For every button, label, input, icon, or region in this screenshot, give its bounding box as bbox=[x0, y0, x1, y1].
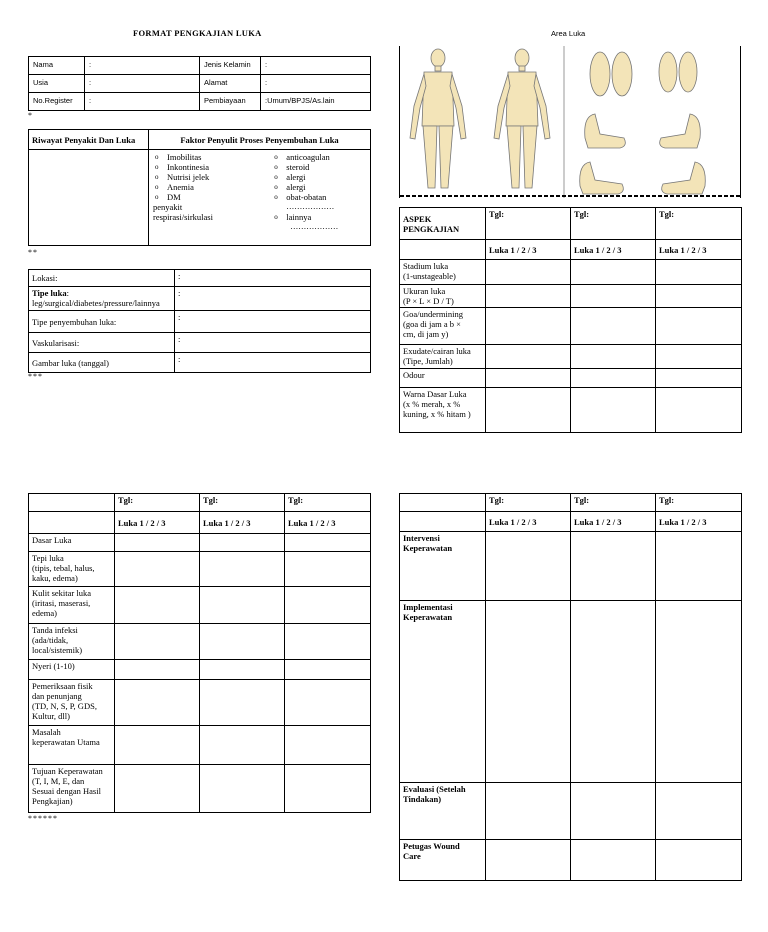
factors-header: Faktor Penyulit Proses Penyembuhan Luka bbox=[149, 130, 371, 150]
factor-item[interactable]: o alergi bbox=[286, 182, 370, 192]
cell[interactable] bbox=[486, 369, 571, 388]
cell[interactable] bbox=[486, 345, 571, 369]
date-col-1[interactable]: Tgl: bbox=[486, 208, 571, 240]
vascular-field[interactable]: : bbox=[175, 333, 371, 353]
row-label: Implementasi Keperawatan bbox=[400, 601, 486, 783]
cell[interactable] bbox=[571, 345, 656, 369]
cell[interactable] bbox=[571, 388, 656, 433]
cell[interactable] bbox=[285, 680, 371, 726]
cell[interactable] bbox=[200, 552, 285, 587]
cell[interactable] bbox=[200, 534, 285, 552]
cell[interactable] bbox=[200, 680, 285, 726]
intervention-table bbox=[399, 493, 742, 881]
identity-table bbox=[28, 56, 371, 111]
address-field[interactable]: : bbox=[261, 75, 371, 93]
date-col-2[interactable]: Tgl: bbox=[200, 494, 285, 512]
vascular-label: Vaskularisasi: bbox=[29, 333, 175, 353]
cell[interactable] bbox=[571, 532, 656, 601]
row-label: Ukuran luka (P × L × D / T) bbox=[400, 285, 486, 308]
footnote-mark-1: * bbox=[28, 111, 33, 120]
wound-picture-field[interactable]: : bbox=[175, 353, 371, 373]
row-label: Tujuan Keperawatan (T, I, M, E, dan Sesuai dengan Hasil Pengkajian) bbox=[29, 765, 115, 813]
name-label: Nama bbox=[29, 57, 85, 75]
wound-num-col-1[interactable]: Luka 1 / 2 / 3 bbox=[115, 512, 200, 534]
cell[interactable] bbox=[571, 369, 656, 388]
row-label: Stadium luka (1-unstageable) bbox=[400, 260, 486, 285]
factor-item[interactable]: o Nutrisi jelek bbox=[167, 172, 268, 182]
cell[interactable] bbox=[486, 783, 571, 840]
assessment-right-table bbox=[399, 207, 742, 433]
factors-list-left bbox=[153, 152, 268, 202]
row-label: Pemeriksaan fisik dan penunjang (TD, N, S, P, GDS, Kultur, dll) bbox=[29, 680, 115, 726]
date-col-3[interactable]: Tgl: bbox=[656, 494, 742, 512]
cell[interactable] bbox=[656, 345, 742, 369]
location-field[interactable]: : bbox=[175, 270, 371, 287]
wound-num-col-2[interactable]: Luka 1 / 2 / 3 bbox=[200, 512, 285, 534]
body-diagram-illustration bbox=[400, 46, 740, 198]
assessment-left-table bbox=[28, 493, 371, 813]
wound-type-label: Tipe luka bbox=[32, 288, 67, 298]
cell[interactable] bbox=[285, 534, 371, 552]
cell[interactable] bbox=[656, 840, 742, 881]
cell[interactable] bbox=[656, 285, 742, 308]
cell[interactable] bbox=[115, 587, 200, 624]
cell[interactable] bbox=[115, 726, 200, 765]
date-col-3[interactable]: Tgl: bbox=[656, 208, 742, 240]
footnote-mark-4: ****** bbox=[28, 814, 58, 823]
row-label: Masalah keperawatan Utama bbox=[29, 726, 115, 765]
row-label: Intervensi Keperawatan bbox=[400, 532, 486, 601]
wound-type-field[interactable]: : bbox=[175, 287, 371, 311]
page-title: FORMAT PENGKAJIAN LUKA bbox=[133, 28, 262, 38]
row-label: Tanda infeksi (ada/tidak, local/sistemik) bbox=[29, 624, 115, 660]
cell[interactable] bbox=[115, 765, 200, 813]
factor-item[interactable]: o Imobilitas bbox=[167, 152, 268, 162]
wound-num-col-1[interactable]: Luka 1 / 2 / 3 bbox=[486, 240, 571, 260]
cell[interactable] bbox=[571, 308, 656, 345]
age-field[interactable]: : bbox=[85, 75, 200, 93]
factor-item[interactable]: o DM bbox=[167, 192, 268, 202]
cell[interactable] bbox=[656, 601, 742, 783]
location-label: Lokasi: bbox=[29, 270, 175, 287]
row-label: Evaluasi (Setelah Tindakan) bbox=[400, 783, 486, 840]
cell[interactable] bbox=[486, 285, 571, 308]
healing-type-field[interactable]: : bbox=[175, 311, 371, 333]
factor-item[interactable]: o obat-obatan bbox=[286, 192, 370, 202]
body-map[interactable] bbox=[399, 46, 741, 198]
register-field[interactable]: : bbox=[85, 93, 200, 111]
factor-item[interactable]: o lainnya bbox=[286, 212, 370, 222]
cell[interactable] bbox=[200, 765, 285, 813]
cell[interactable] bbox=[486, 260, 571, 285]
cell[interactable] bbox=[115, 534, 200, 552]
address-label: Alamat bbox=[200, 75, 261, 93]
cell[interactable] bbox=[285, 660, 371, 680]
factor-item[interactable]: o Anemia bbox=[167, 182, 268, 192]
cell[interactable] bbox=[285, 726, 371, 765]
date-col-3[interactable]: Tgl: bbox=[285, 494, 371, 512]
footnote-mark-2: ** bbox=[28, 248, 38, 257]
cell[interactable] bbox=[285, 624, 371, 660]
wound-num-col-3[interactable]: Luka 1 / 2 / 3 bbox=[656, 512, 742, 532]
wound-type-options: : leg/surgical/diabetes/pressure/lainnya bbox=[32, 288, 160, 308]
wound-picture-label: Gambar luka (tanggal) bbox=[29, 353, 175, 373]
cell[interactable] bbox=[285, 587, 371, 624]
cell[interactable] bbox=[571, 285, 656, 308]
cell[interactable] bbox=[656, 260, 742, 285]
cell[interactable] bbox=[115, 660, 200, 680]
factor-item[interactable]: penyakit respirasi/sirkulasi bbox=[153, 202, 213, 222]
date-col-1[interactable]: Tgl: bbox=[115, 494, 200, 512]
cell[interactable] bbox=[486, 840, 571, 881]
history-table bbox=[28, 129, 371, 246]
cell[interactable] bbox=[486, 601, 571, 783]
factor-item[interactable]: o Inkontinesia bbox=[167, 162, 268, 172]
dotted-line: ……………… bbox=[286, 202, 335, 211]
row-label: Petugas Wound Care bbox=[400, 840, 486, 881]
cell[interactable] bbox=[656, 388, 742, 433]
age-label: Usia bbox=[29, 75, 85, 93]
cell[interactable] bbox=[656, 783, 742, 840]
factor-item[interactable]: o steroid bbox=[286, 162, 370, 172]
body-back-figure bbox=[494, 49, 550, 188]
wound-num-col-2[interactable]: Luka 1 / 2 / 3 bbox=[571, 240, 656, 260]
area-title: Area Luka bbox=[551, 29, 586, 38]
wound-info-table bbox=[28, 269, 371, 373]
cell[interactable] bbox=[115, 552, 200, 587]
date-col-2[interactable]: Tgl: bbox=[571, 208, 656, 240]
feet-soles bbox=[590, 52, 697, 96]
healing-type-label: Tipe penyembuhan luka: bbox=[29, 311, 175, 333]
cell[interactable] bbox=[200, 660, 285, 680]
row-label: Warna Dasar Luka (x % merah, x % kuning, x % hitam ) bbox=[400, 388, 486, 433]
date-col-2[interactable]: Tgl: bbox=[571, 494, 656, 512]
row-label: Kulit sekitar luka (iritasi, maserasi, edema) bbox=[29, 587, 115, 624]
cell[interactable] bbox=[115, 680, 200, 726]
cell[interactable] bbox=[115, 624, 200, 660]
cell[interactable] bbox=[571, 601, 656, 783]
factors-list-right bbox=[272, 152, 370, 202]
history-field[interactable] bbox=[29, 150, 149, 246]
row-label: Odour bbox=[400, 369, 486, 388]
row-label: Nyeri (1-10) bbox=[29, 660, 115, 680]
gender-field[interactable]: : bbox=[261, 57, 371, 75]
cell[interactable] bbox=[200, 726, 285, 765]
gender-label: Jenis Kelamin bbox=[200, 57, 261, 75]
cell[interactable] bbox=[656, 369, 742, 388]
cell[interactable] bbox=[200, 624, 285, 660]
history-header: Riwayat Penyakit Dan Luka bbox=[29, 130, 149, 150]
cell[interactable] bbox=[200, 587, 285, 624]
dotted-line: ……………… bbox=[290, 222, 339, 231]
date-col-1[interactable]: Tgl: bbox=[486, 494, 571, 512]
feet-side bbox=[580, 114, 706, 194]
cell[interactable] bbox=[656, 532, 742, 601]
body-front-figure bbox=[410, 49, 466, 188]
payment-label: Pembiayaan bbox=[200, 93, 261, 111]
register-label: No.Register bbox=[29, 93, 85, 111]
cell[interactable] bbox=[486, 388, 571, 433]
wound-num-col-3[interactable]: Luka 1 / 2 / 3 bbox=[656, 240, 742, 260]
aspect-header: ASPEK PENGKAJIAN bbox=[400, 208, 486, 240]
name-field[interactable]: : bbox=[85, 57, 200, 75]
wound-num-col-1[interactable]: Luka 1 / 2 / 3 bbox=[486, 512, 571, 532]
cell[interactable] bbox=[571, 260, 656, 285]
factor-item[interactable]: o anticoagulan bbox=[286, 152, 370, 162]
cell[interactable] bbox=[285, 552, 371, 587]
footnote-mark-3: *** bbox=[28, 372, 43, 381]
payment-field[interactable]: :Umum/BPJS/As.lain bbox=[261, 93, 371, 111]
wound-num-col-3[interactable]: Luka 1 / 2 / 3 bbox=[285, 512, 371, 534]
wound-num-col-2[interactable]: Luka 1 / 2 / 3 bbox=[571, 512, 656, 532]
row-label: Tepi luka (tipis, tebal, halus, kaku, edema) bbox=[29, 552, 115, 587]
row-label: Goa/undermining (goa di jam a b × cm, di jam y) bbox=[400, 308, 486, 345]
cell[interactable] bbox=[285, 765, 371, 813]
factor-item[interactable]: o alergi bbox=[286, 172, 370, 182]
row-label: Exudate/cairan luka (Tipe, Jumlah) bbox=[400, 345, 486, 369]
cell[interactable] bbox=[571, 783, 656, 840]
cell[interactable] bbox=[486, 532, 571, 601]
cell[interactable] bbox=[486, 308, 571, 345]
cell[interactable] bbox=[656, 308, 742, 345]
cell[interactable] bbox=[571, 840, 656, 881]
row-label: Dasar Luka bbox=[29, 534, 115, 552]
